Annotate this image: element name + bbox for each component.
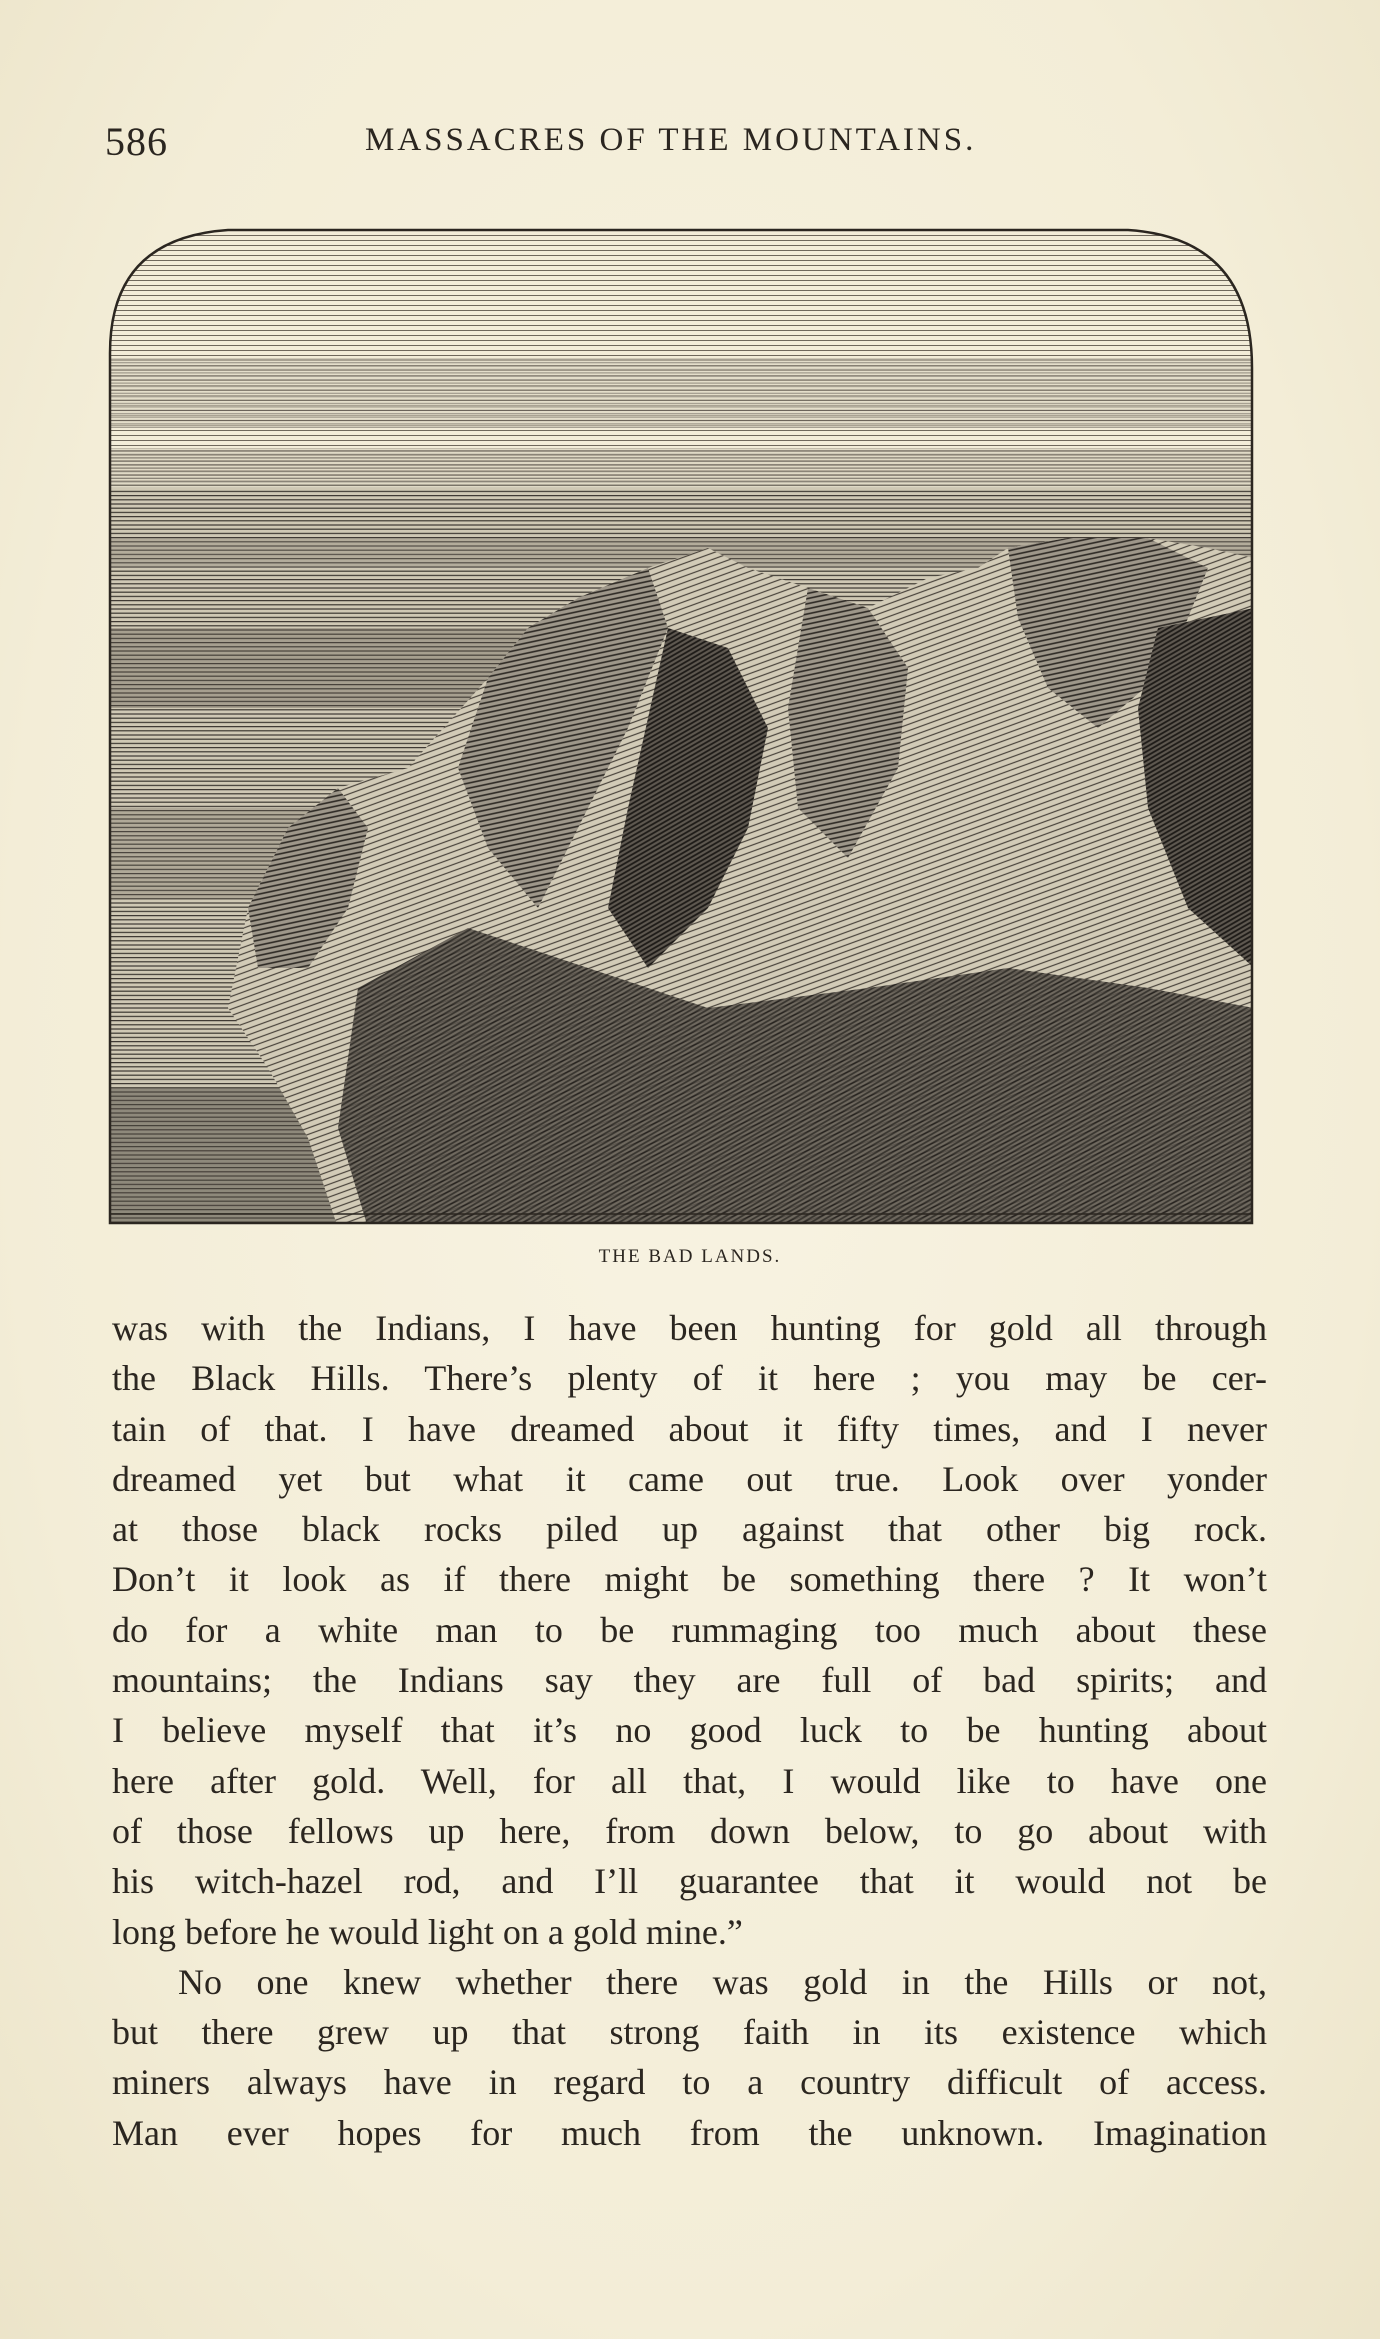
engraving-plate — [108, 208, 1254, 1230]
text-line: the Black Hills. There’s plenty of it here ; you may be cer- — [112, 1358, 1267, 1399]
text-line: Man ever hopes for much from the unknown. Imagination — [112, 2112, 1267, 2153]
running-title: MASSACRES OF THE MOUNTAINS. — [365, 122, 977, 158]
text-line: No one knew whether there was gold in the Hills or not, — [178, 1961, 1267, 2002]
text-line: at those black rocks piled up against that other big rock. — [112, 1509, 1267, 1550]
text-line: do for a white man to be rummaging too much about these — [112, 1609, 1267, 1650]
text-line: tain of that. I have dreamed about it fifty times, and I never — [112, 1408, 1267, 1449]
text-line: Don’t it look as if there might be something there ? It won’t — [112, 1559, 1267, 1600]
text-line: here after gold. Well, for all that, I would like to have one — [112, 1760, 1267, 1801]
text-line: dreamed yet but what it came out true. Look over yonder — [112, 1458, 1267, 1499]
text-line: but there grew up that strong faith in its existence which — [112, 2012, 1267, 2053]
text-line: was with the Indians, I have been hunting for gold all through — [112, 1308, 1267, 1348]
figure-caption: THE BAD LANDS. — [598, 1246, 782, 1267]
text-line: I believe myself that it’s no good luck to be hunting about — [112, 1710, 1267, 1751]
text-line: mountains; the Indians say they are full of bad spirits; and — [112, 1660, 1267, 1701]
text-line: his witch-hazel rod, and I’ll guarantee that it would not be — [112, 1861, 1267, 1902]
bad-lands-engraving — [108, 208, 1254, 1230]
text-line: long before he would light on a gold mine.” — [112, 1911, 743, 1952]
text-line: miners always have in regard to a country difficult of access. — [112, 2062, 1267, 2103]
text-line: of those fellows up here, from down below, to go about with — [112, 1810, 1267, 1851]
body-text — [112, 1303, 1267, 2158]
page-number: 586 — [105, 119, 168, 164]
running-head — [105, 118, 1265, 168]
